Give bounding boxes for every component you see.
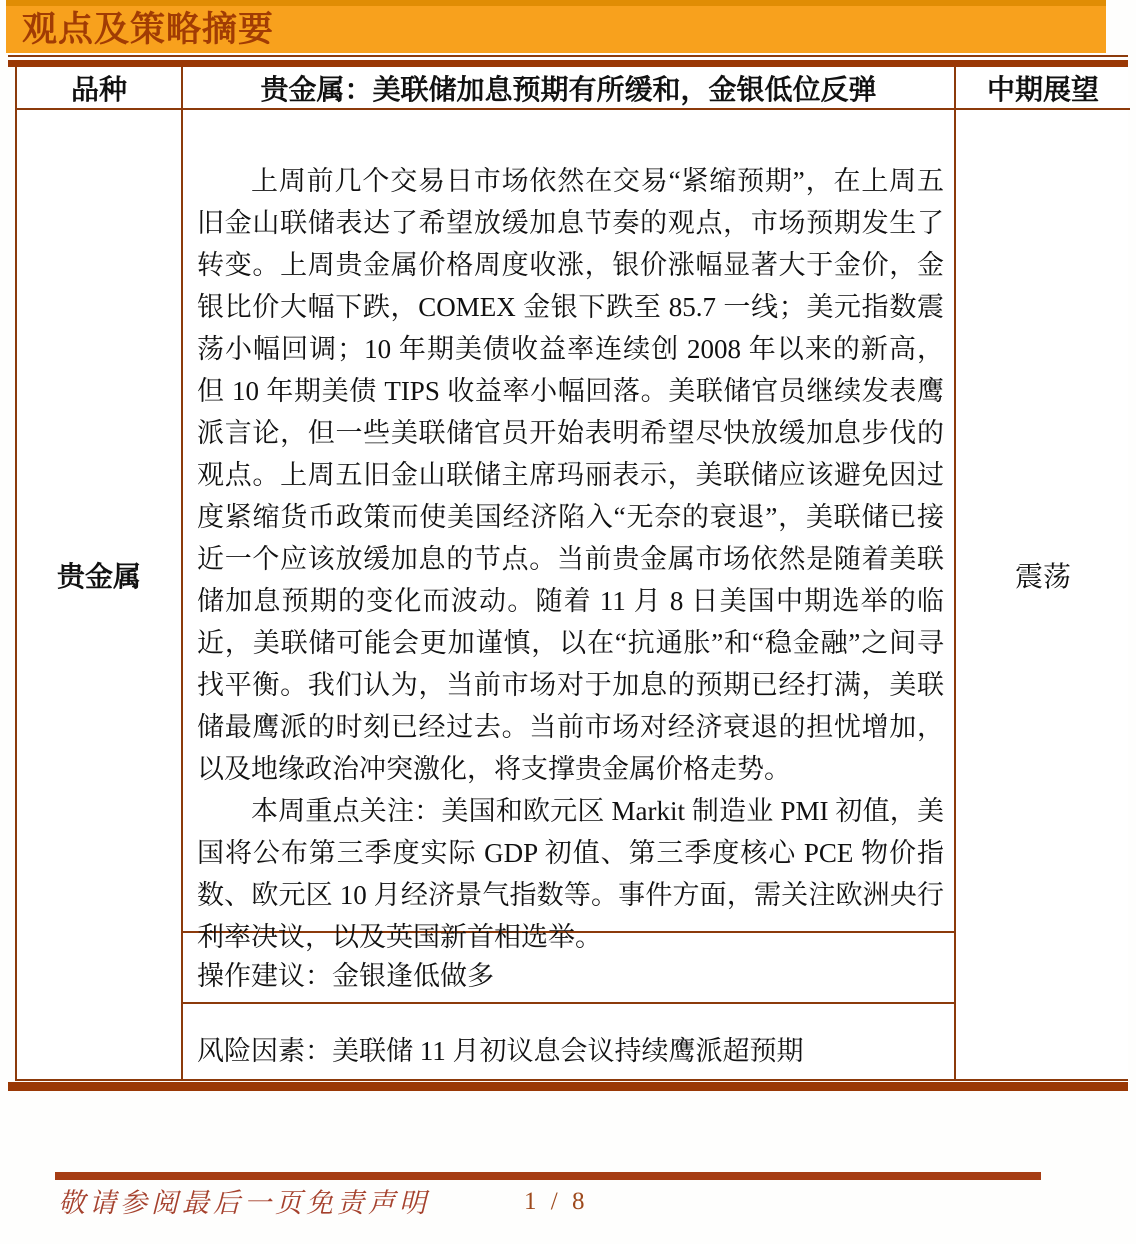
top-rule-thick <box>8 60 1128 67</box>
table-header-topic: 贵金属：美联储加息预期有所缓和，金银低位反弹 <box>183 67 956 110</box>
summary-table <box>15 67 1128 1081</box>
page-number: 1 / 8 <box>524 1188 589 1215</box>
footer-disclaimer: 敬请参阅最后一页免责声明 <box>58 1188 430 1218</box>
advice-cell: 操作建议：金银逢低做多 <box>183 933 956 1004</box>
analysis-paragraph-2: 本周重点关注：美国和欧元区 Markit 制造业 PMI 初值，美国将公布第三季度实际 GDP 初值、第三季度核心 PCE 物价指数、欧元区 10 月经济景气指数等。事件方面，需关注欧洲央行利率决议，以及英国新首相选举。 <box>197 796 944 952</box>
analysis-cell <box>183 110 956 952</box>
variety-cell: 贵金属 <box>17 110 183 1079</box>
analysis-paragraph-1: 上周前几个交易日市场依然在交易“紧缩预期”，在上周五旧金山联储表达了希望放缓加息节奏的观点，市场预期发生了转变。上周贵金属价格周度收涨，银价涨幅显著大于金价，金银比价大幅下跌，COMEX 金银下跌至 85.7 一线；美元指数震荡小幅回调；10 年期美债收益率连续创 2008 年以来的新高，但 10 年期美债 TIPS 收益率小幅回落。美联储官员继续发表鹰派言论，但一些美联储官员开始表明希望尽快放缓加息步伐的观点。上周五旧金山联储主席玛丽表示，美联储应该避免因过度紧缩货币政策而使美国经济陷入“无奈的衰退”，美联储已接近一个应该放缓加息的节点。当前贵金属市场依然是随着美联储加息预期的变化而波动。随着 11 月 8 日美国中期选举的临近，美联储可能会更加谨慎，以在“抗通胀”和“稳金融”之间寻找平衡。我们认为，当前市场对于加息的预期已经打满，美联储最鹰派的时刻已经过去。当前市场对经济衰退的担忧增加，以及地缘政治冲突激化，将支撑贵金属价格走势。 <box>197 166 944 784</box>
outlook-cell: 震荡 <box>1014 561 1071 593</box>
risk-cell: 风险因素：美联储 11 月初议息会议持续鹰派超预期 <box>183 1004 956 1079</box>
table-header-outlook: 中期展望 <box>956 67 1130 110</box>
top-rule-thin <box>8 55 1128 57</box>
section-title: 观点及策略摘要 <box>22 10 275 50</box>
footer-rule <box>55 1172 1041 1180</box>
section-banner <box>6 0 1106 53</box>
table-header-variety: 品种 <box>17 67 183 110</box>
bottom-rule-thick <box>8 1082 1128 1091</box>
